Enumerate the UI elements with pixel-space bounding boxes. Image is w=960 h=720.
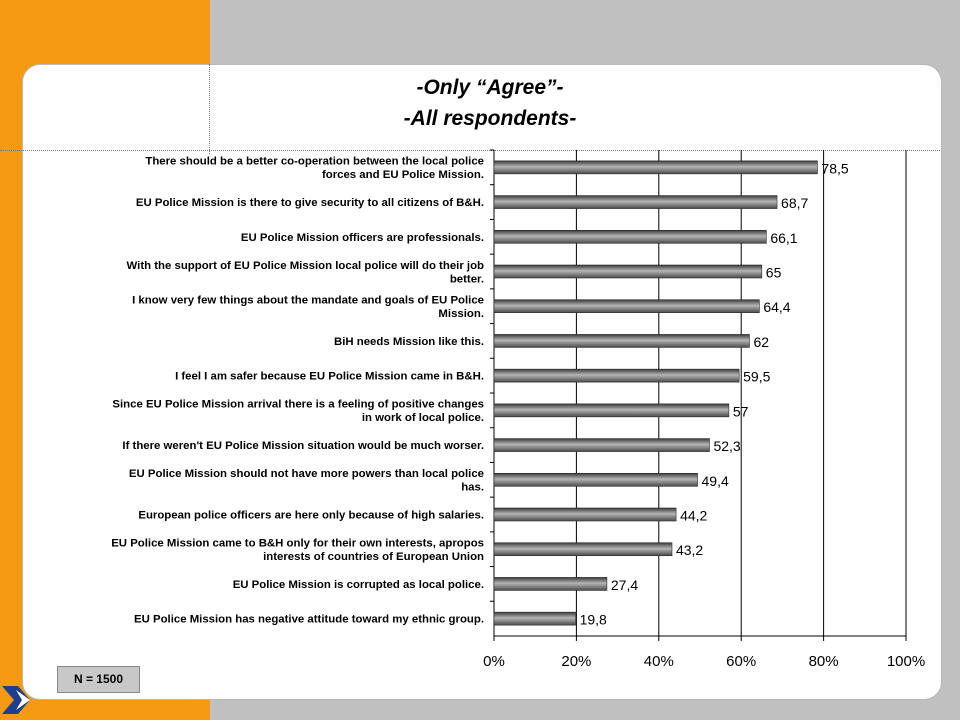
category-label: better.: [449, 273, 484, 286]
bar: [494, 265, 762, 278]
category-label: EU Police Mission has negative attitude toward my ethnic group.: [133, 613, 484, 626]
sample-size-badge: N = 1500: [57, 666, 140, 693]
data-label: 78,5: [821, 160, 849, 177]
data-label: 44,2: [680, 507, 708, 524]
bar: [494, 230, 766, 243]
category-label: There should be a better co-operation between the local police: [145, 155, 484, 168]
category-label: European police officers are here only because of high salaries.: [138, 509, 484, 522]
category-label: EU Police Mission came to B&H only for their own interests, apropos: [111, 537, 484, 550]
bar: [494, 439, 709, 452]
data-label: 59,5: [743, 368, 771, 385]
category-label: forces and EU Police Mission.: [321, 169, 484, 182]
bar: [494, 196, 777, 209]
bar: [494, 369, 739, 382]
category-label: EU Police Mission officers are professionals.: [240, 231, 484, 244]
bar: [494, 612, 576, 625]
bar: [494, 473, 698, 486]
data-label: 52,3: [713, 438, 741, 455]
chart-title-line-2: -All respondents-: [403, 107, 577, 130]
data-label: 57: [732, 403, 749, 420]
category-label: Mission.: [438, 307, 484, 320]
category-label: interests of countries of European Union: [263, 550, 484, 563]
bar: [494, 404, 729, 417]
x-tick-label: 20%: [561, 653, 592, 670]
category-label: Since EU Police Mission arrival there is a feeling of positive changes: [112, 398, 484, 411]
chart-title-line-1: -Only “Agree”-: [416, 76, 564, 99]
x-tick-label: 0%: [483, 653, 505, 670]
data-label: 64,4: [763, 299, 791, 316]
data-label: 43,2: [675, 542, 704, 559]
data-label: 68,7: [781, 195, 809, 212]
brand-logo-icon: [0, 680, 44, 720]
data-label: 49,4: [701, 472, 729, 489]
category-label: in work of local police.: [361, 412, 484, 425]
bar: [494, 543, 672, 556]
bar: [494, 577, 607, 590]
category-label: BiH needs Mission like this.: [333, 335, 484, 348]
data-label: 27,4: [610, 576, 639, 593]
x-tick-label: 100%: [886, 653, 926, 670]
category-label: EU Police Mission should not have more powers than local police: [128, 468, 484, 481]
category-label: I know very few things about the mandate and goals of EU Police: [132, 294, 484, 307]
bar: [494, 300, 759, 313]
x-tick-label: 60%: [726, 653, 757, 670]
data-label: 19,8: [579, 611, 607, 628]
category-label: I feel I am safer because EU Police Mission came in B&H.: [175, 370, 484, 383]
category-label: EU Police Mission is corrupted as local police.: [232, 578, 484, 591]
category-label: If there weren't EU Police Mission situation would be much worser.: [122, 440, 484, 453]
category-label: has.: [461, 481, 484, 494]
x-tick-label: 40%: [643, 653, 674, 670]
bar: [494, 508, 676, 521]
data-label: 66,1: [770, 229, 798, 246]
data-label: 65: [765, 264, 782, 281]
x-tick-label: 80%: [808, 653, 839, 670]
category-label: EU Police Mission is there to give security to all citizens of B&H.: [135, 197, 484, 210]
bar: [494, 334, 749, 347]
bar: [494, 161, 817, 174]
category-label: With the support of EU Police Mission local police will do their job: [126, 259, 484, 272]
data-label: 62: [753, 333, 770, 350]
